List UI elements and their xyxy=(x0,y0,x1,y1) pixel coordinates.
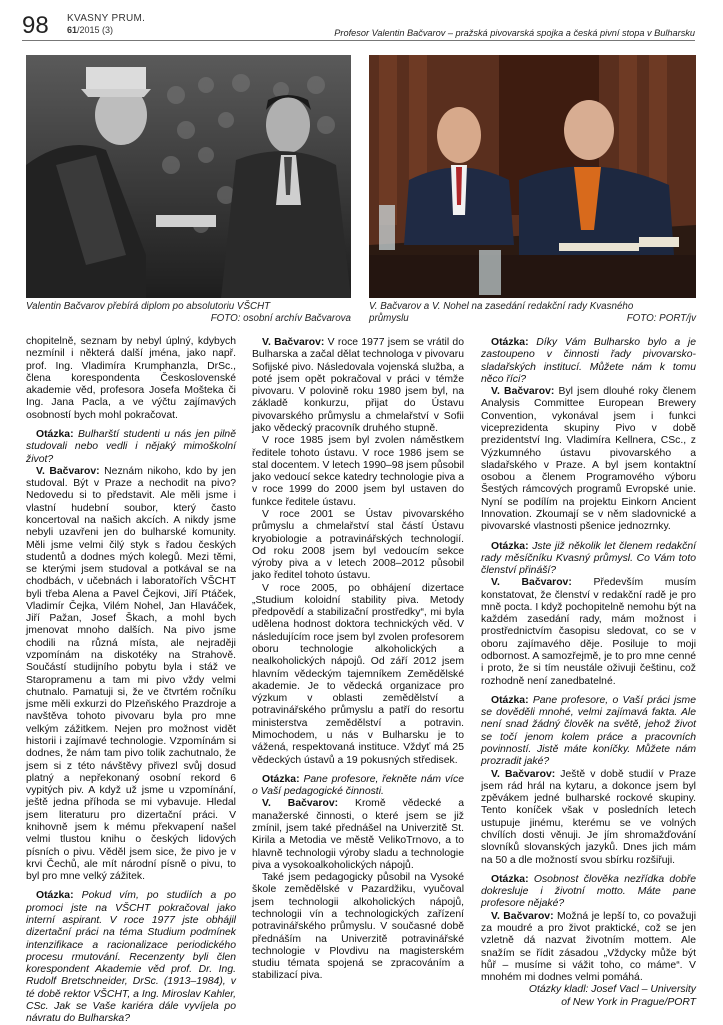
question-label: Otázka: xyxy=(262,773,300,785)
graduation-photo xyxy=(26,55,351,298)
paragraph: V roce 2005, po obhájení dizertace „Studium koloidní stability piva. Metody předpovědí a stabilizační prostředky“, mi byla udělena hodnost doktora technických věd. V následujícím roce jsem byl zvolen profesorem oboru technologie alkoholických a nealkoholických nápojů. Od září 2012 jsem hlavním vědeckým tajemníkem Zemědělské akademie. Je to vědecká organizace pro výzkum v oblasti zemědělství a potravinářského průmyslu a patří do resortu ministerstva zemědělství a potravin. Mimochodem, u nás v Bulharsku je to vážená, respektovaná instituce. Vždyť má 25 vědeckých ústavů a 19 pokusných středisek. xyxy=(252,582,464,766)
answer-text: Ještě v době studií v Praze jsem rád hrál na kytaru, a dokonce jsem byl zpěvákem jedné bulharské rockové skupiny. Tento koníček však v posledních letech ustupuje jinému, kterému se ve volných chvílích dosti věnuji. Je jím shromažďování slovníků slovanských jazyků. Dnes jich mám na 50 a dle možností svou sbírku rozšiřuji. xyxy=(481,768,697,866)
speaker-label: V. Bačvarov: xyxy=(262,337,325,348)
question-text: Díky Vám Bulharsko bylo a je zastoupeno v činnosti řady pivovarsko-sladařských institucí. Můžete nám k tomu něco říci? xyxy=(481,337,696,385)
answer-text: Možná je lepší to, co považuji za moudré a pro život praktické, což se jen vzletně dá nazvat životním mottem. Ale snažím se řídit zásadou „Vždycky může být hůř – musíme si vážit toho, co máme“. V mnohém mi dodnes velmi pomáhá. xyxy=(481,910,697,984)
question xyxy=(481,541,696,578)
answer xyxy=(252,337,464,435)
question xyxy=(26,429,236,466)
paragraph: V roce 2001 se Ústav pivovarského průmyslu a chmelařství stal částí Ústavu kryobiologie a potravinářských technologií. Od roku 2008 jsem byl vedoucím sekce výroby piva a v letech 2008–2012 působil jako ředitel tohoto ústavu. xyxy=(252,508,464,582)
question xyxy=(481,695,696,769)
speaker-label: V. Bačvarov: xyxy=(491,768,556,780)
speaker-label: V. Bačvarov: xyxy=(491,910,554,922)
question-label: Otázka: xyxy=(36,890,74,902)
speaker-label: V. Bačvarov: xyxy=(491,577,572,589)
question-text: Jste již několik let členem redakční rady měsíčníku Kvasný průmysl. Co Vám toto členství přináší? xyxy=(481,540,696,577)
question xyxy=(481,874,696,911)
issue-date: /2015 (3) xyxy=(77,25,114,35)
meeting-photo-caption xyxy=(369,301,696,324)
speaker-label: V. Bačvarov: xyxy=(491,386,555,398)
question-text: Pane profesore, řekněte nám více o Vaší pedagogické činnosti. xyxy=(252,773,465,798)
page-number: 98 xyxy=(22,12,49,39)
running-title: Profesor Valentin Bačvarov – pražská pivovarská spojka a česká pivní stopa v Bulharsku xyxy=(334,28,695,38)
question-text: Bulharští studenti u nás jen pilně studovali nebo vedli i nějaký mimoškolní život? xyxy=(26,428,236,465)
question-label: Otázka: xyxy=(491,694,529,706)
question-label: Otázka: xyxy=(491,540,529,552)
question-label: Otázka: xyxy=(36,428,74,440)
question xyxy=(252,774,464,799)
text-column-2 xyxy=(252,337,464,983)
answer-text: Byl jsem dlouhé roky členem Analysis Committee European Brewery Convention, vykonával jsem i funkci viceprezidenta skupiny Pivo v době prezidentství Ing. Vladimíra Kellnera, CSc., z Výzkumného ústavu pivovarského a sladařského v Praze. A byl jsem kontaktní osobou a členem Programového výboru Šestých rámcových programů Evropské unie. Nyní se podílím na projektu Einkorn Ancient Innovation. Zkoumají se v něm sladovnické a pivovarské vlastnosti pšenice jednozrnky. xyxy=(481,386,697,533)
answer xyxy=(26,466,236,884)
paragraph: Také jsem pedagogicky působil na Vysoké škole zemědělské v Pazardžiku, vyučoval jsem technologii alkoholických nápojů, technologii vín a technologických zařízení potravinářského průmyslu. V současné době přednáším na Univerzitě potravinářské technologie v Plovdivu na magisterském studiu témata spojená se zpracováním a stabilizací piva. xyxy=(252,872,464,982)
paragraph: chopitelně, seznam by nebyl úplný, kdybych nezmínil i některá další jména, jako např. prof. Ing. Vladimíra Krumphanzla, DrSc., člena korespondenta Československé akademie věd, profesora Josefa Mošteka či Ing. Jana Pacla, a ve výčtu zajímavých osobností bych mohl pokračovat. xyxy=(26,336,236,421)
text-column-1 xyxy=(26,336,236,1025)
header-divider xyxy=(22,40,695,41)
answer-text: V roce 1977 jsem se vrátil do Bulharska a začal dělat technologa v pivovaru Sofijské pivo. Následovala vojenská služba, a poté jsem opět pokračoval v práci v témže pivovaru. V polovině roku 1980 jsem byl, na základě konkurzu, přijat do Ústavu pivovarského průmyslu a chmelařství v Sofii jako vědecký pracovník druhého stupně. xyxy=(252,337,464,434)
answer-text: Kromě vědecké a manažerské činnosti, o které jsem se již zmínil, jsem také přednášel na Univerzitě St. Kirila a Metodia ve městě VelikoTrnovo, a to hlavně technologii výroby sladu a technologie piva a vysokoalkoholických nápojů. xyxy=(252,798,464,871)
meeting-photo xyxy=(369,55,696,298)
author-credit-line1: Otázky kladl: Josef Vacl – University xyxy=(528,984,696,996)
answer xyxy=(252,798,464,872)
question-label: Otázka: xyxy=(491,337,529,348)
graduation-photo-credit: FOTO: osobní archív Bačvarova xyxy=(210,312,351,324)
question xyxy=(26,890,236,1025)
question-text: Pane profesore, o Vaší práci jsme se dověděli mnohé, velmi zajímavá fakta. Ale není snad žádný člověk na světě, jehož život se točí jenom kolem práce a pracovních povinností. Jistě máte koníčky. Můžete nám prozradit jaké? xyxy=(481,694,696,768)
question-text: Osobnost člověka nezřídka dobře dokresluje i životní motto. Máte pane profesore nějaké? xyxy=(481,873,697,910)
meeting-photo-credit: FOTO: PORT/jv xyxy=(626,312,696,324)
meeting-caption-text: V. Bačvarov a V. Nohel na zasedání redakční rady Kvasného xyxy=(369,301,634,312)
answer-text: Neznám nikoho, kdo by jen studoval. Být v Praze a nechodit na pivo? Nedovedu si to představit. Ale měli jsme i vlastní hudební soubor, který často koncertoval na našich akcích. A nikdy jsme nebyli uzavřeni jen do bulharské komunity. Měli jsme velmi čilý styk s řadou českých studentů a dodnes mých kolegů. Mezi těmi, se kterými jsem studoval a potkával se na chodbách, v učebnách i laboratořích VŠCHT byli třeba Alena a Pavel Čejkovi, Jiří Ptáček, Vladimír Čejka, Vilém Nohel, Jan Hlaváček, Jiří Pažan, Josef Škach, a mohl bych jmenovat mnoho dalších. Na pivo jsme chodili na různá místa, ale nejraději vzpomínám na diskotéky na Strahově. Součástí studijního pobytu byla i stáž ve Staropramenu a tam mi pivo vždy velmi chutnalo. Pamatuji si, že ve čtvrtém ročníku jsme měli exkurzi do Plzeňského Prazdroje a navštěva tohoto pivovaru byla pro mne velkým zážitkem. Nejen pro možnost vidět historii i zajímavé technologie. Vzpomínám si dodnes, že nám tam pivo tolik zachutnalo, že jsem si z této návštěvy přivezl svůj dosud platný a nepřekonaný osobní rekord 6 vypitých piv. A když už jsme u vzpomínání, ještě jedna příhoda se mi vybavuje. Hledal jsem literaturu pro dizertační práci. V knihovně jsem k mému překvapení našel velmi tlustou knihu o českých lidových písních o pivu. Věděl jsem sice, že pivo je v krvi Čechů, ale mít národní písně o pivu, to byl pro mne velký zážitek. xyxy=(26,465,237,883)
magazine-name: KVASNY PRUM. xyxy=(67,13,146,24)
answer xyxy=(481,911,696,985)
issue-volume: 61 xyxy=(67,25,78,35)
answer xyxy=(481,386,696,533)
speaker-label: V. Bačvarov: xyxy=(36,465,100,477)
graduation-photo-caption xyxy=(26,301,351,324)
question-text: Pokud vím, po studiích a po promoci jste na VŠCHT pokračoval jako interní aspirant. V roce 1977 jste obhájil dizertační práci na téma Studium podmínek intenzifikace a racionalizace periodického procesu rmutování. Recenzenty byli člen korespondent Akademie věd prof. Dr. Ing. Rudolf Bretschneider, DrSc. (1913–1984), v té době rektor VŠCHT, a Ing. Miroslav Kahler, CSc. Jak se Vaše kariéra dále vyvíjela po návratu do Bulharska? xyxy=(26,890,236,1025)
author-credit-line2: of New York in Prague/PORT xyxy=(561,996,696,1008)
paragraph: V roce 1985 jsem byl zvolen náměstkem ředitele tohoto ústavu. V roce 1986 jsem se stal docentem. V letech 1990–98 jsem působil jako vedoucí sekce katedry technologie piva a v roce 1999 do 2000 jsem byl ustaven do funkce ředitele ústavu. xyxy=(252,435,464,508)
answer xyxy=(481,577,696,688)
text-column-3 xyxy=(481,337,696,1009)
speaker-label: V. Bačvarov: xyxy=(262,798,339,810)
question-label: Otázka: xyxy=(491,873,529,885)
answer xyxy=(481,769,696,867)
meeting-caption-end: průmyslu xyxy=(369,312,409,324)
question xyxy=(481,337,696,386)
graduation-caption-text: Valentin Bačvarov přebírá diplom po absolutoriu VŠCHT xyxy=(26,301,271,312)
issue-info xyxy=(67,25,113,35)
answer-text: Především musím konstatovat, že členství v redakční radě je pro mně pocta. I když pochopitelně nemohu být na každém zasedání rady, mám možnost i prostřednictvím časopisu sledovat, co se v oboru zajímavého děje. Posiluje to moji odbornost. A samozřejmě, je to pro mne cenné i proto, že si tím neustále oživuji češtinu, což rozhodně není zanedbatelné. xyxy=(481,577,696,687)
